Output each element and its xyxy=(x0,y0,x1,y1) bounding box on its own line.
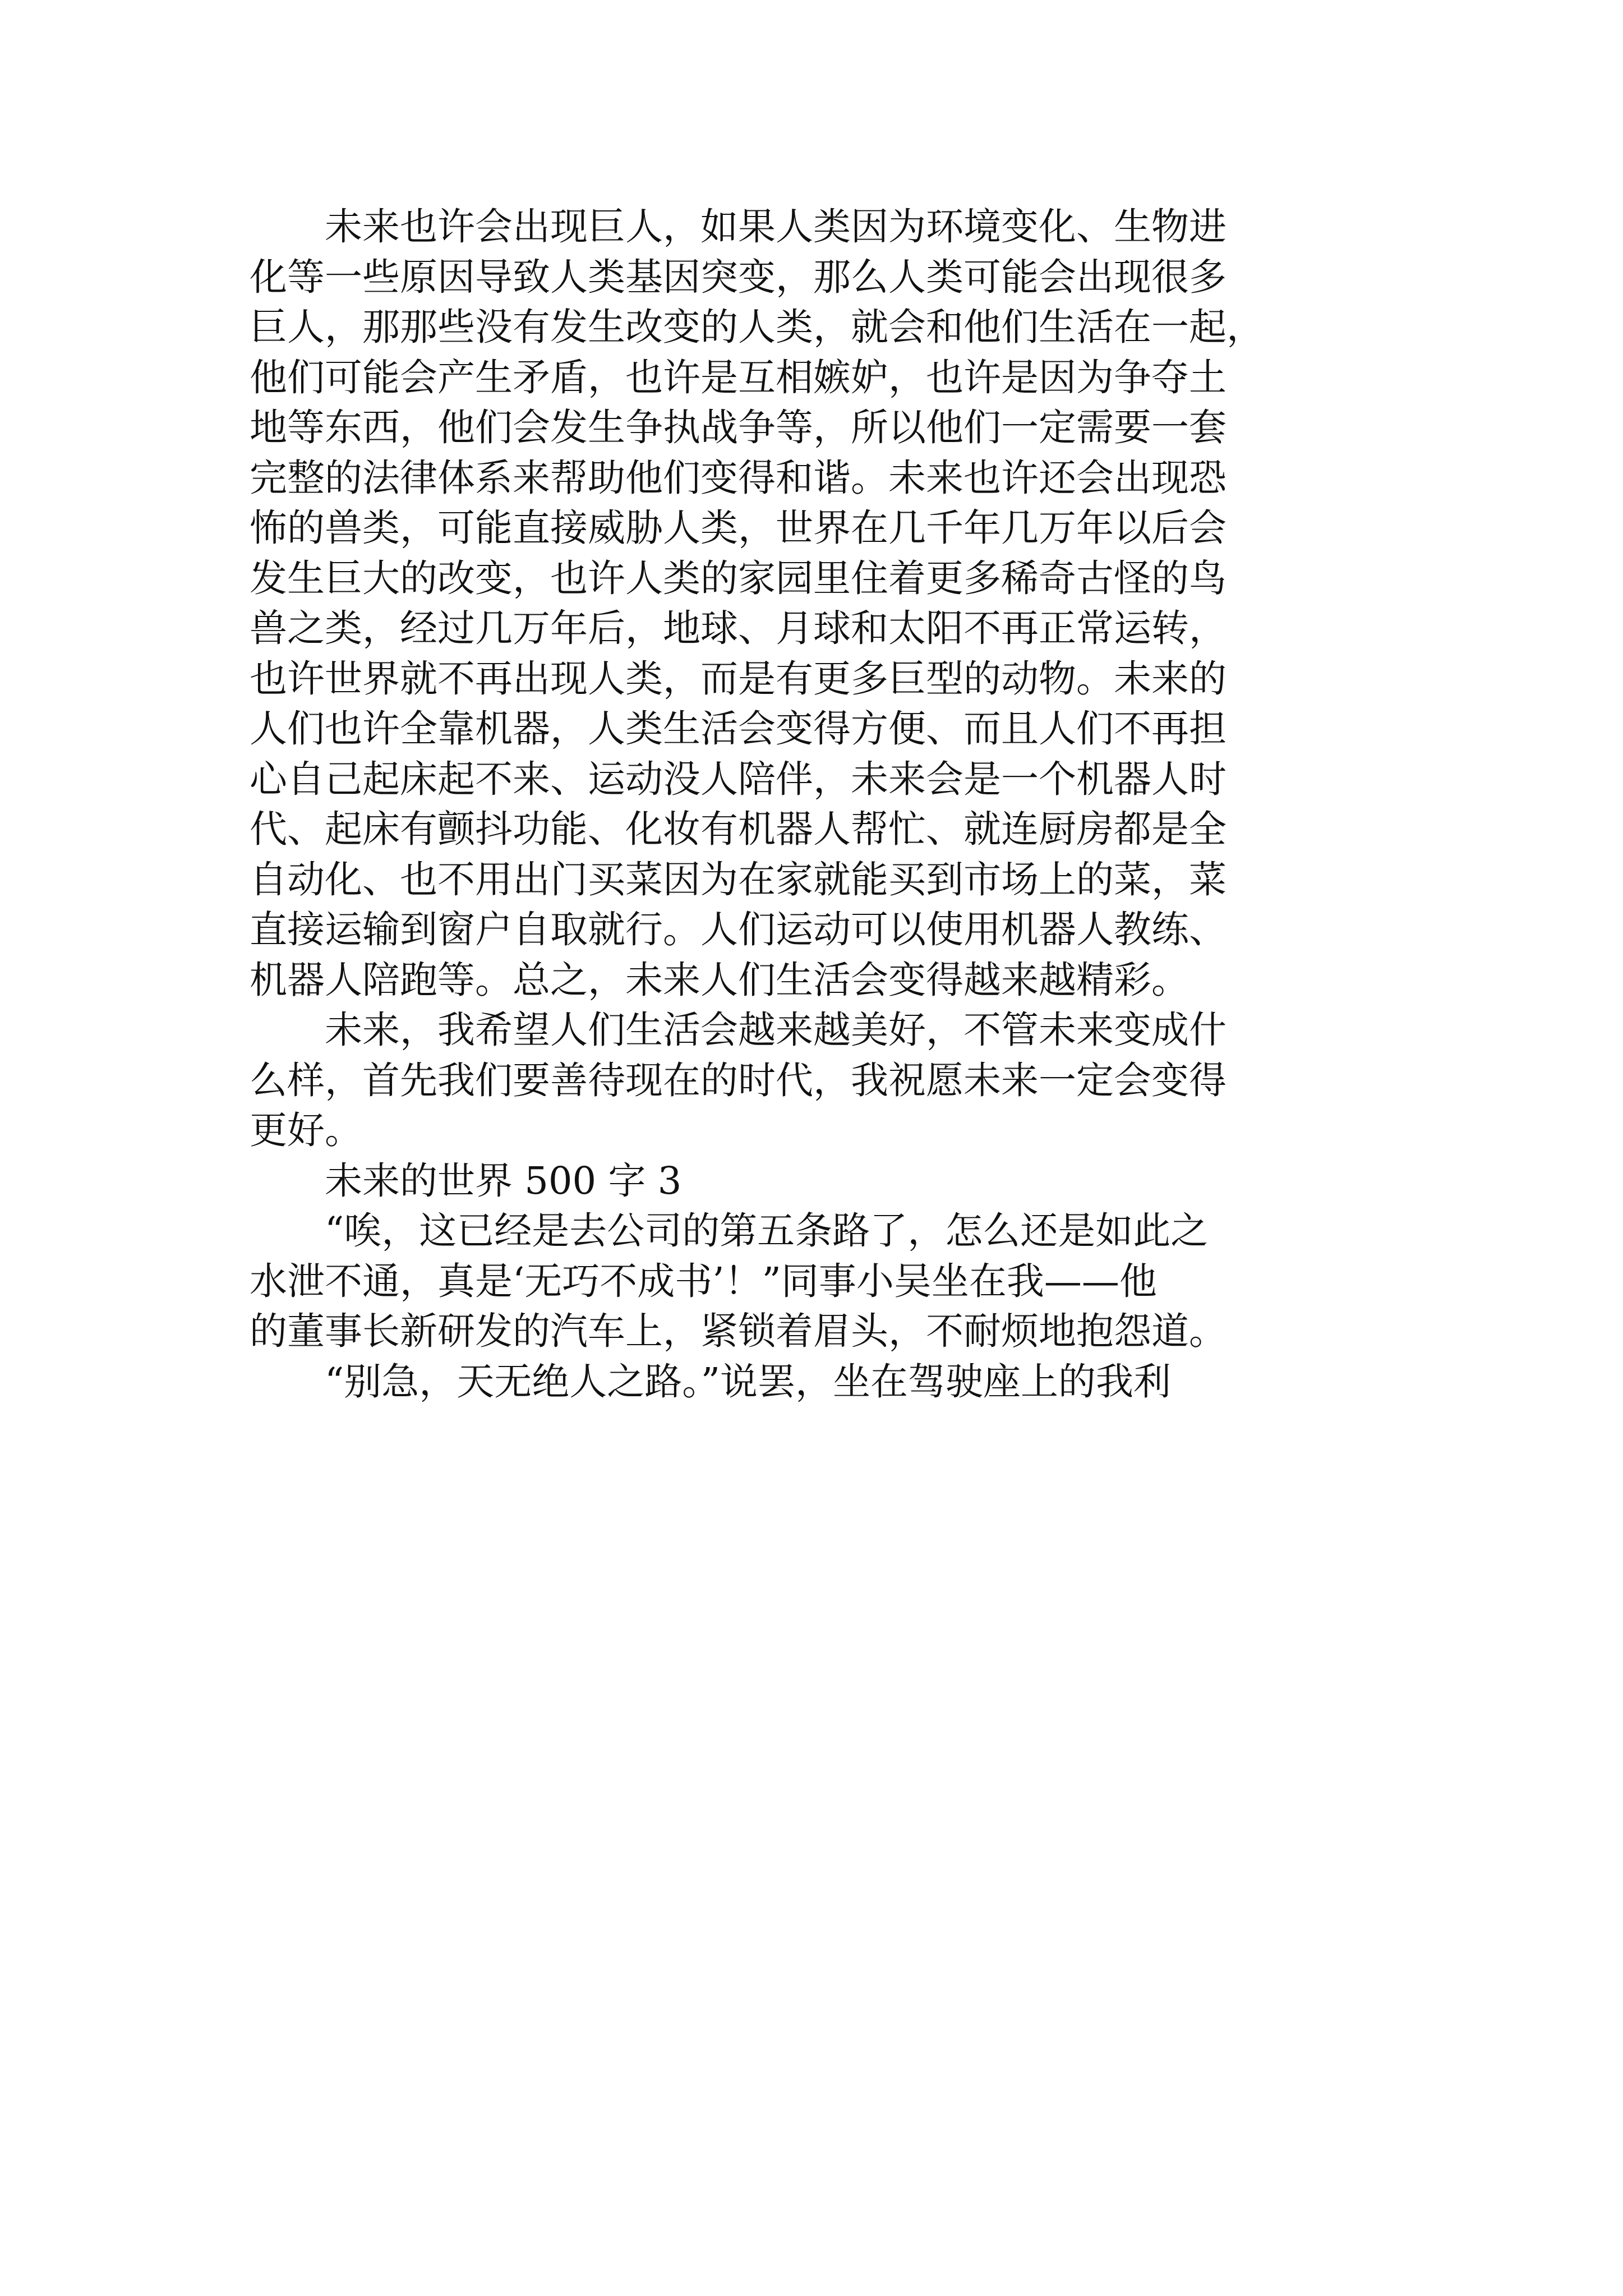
text-line: 发生巨大的改变，也许人类的家园里住着更多稀奇古怪的鸟 xyxy=(250,556,1227,600)
text-line: 人们也许全靠机器，人类生活会变得方便、而且人们不再担 xyxy=(250,707,1227,751)
text-line: 化等一些原因导致人类基因突变，那么人类可能会出现很多 xyxy=(250,255,1227,299)
text-line: “唉，这已经是去公司的第五条路了，怎么还是如此之 xyxy=(250,1209,1209,1253)
text-line: 未来也许会出现巨人，如果人类因为环境变化、生物进 xyxy=(250,205,1227,249)
text-line: “别急，天无绝人之路。”说罢，坐在驾驶座上的我利 xyxy=(250,1359,1172,1404)
text-line: 兽之类，经过几万年后，地球、月球和太阳不再正常运转， xyxy=(250,606,1227,650)
text-line: 他们可能会产生矛盾，也许是互相嫉妒，也许是因为争夺土 xyxy=(250,355,1227,399)
text-line: 巨人，那那些没有发生改变的人类，就会和他们生活在一起， xyxy=(250,305,1264,349)
text-line: 心自己起床起不来、运动没人陪伴，未来会是一个机器人时 xyxy=(250,757,1227,801)
text-line: 未来，我希望人们生活会越来越美好，不管未来变成什 xyxy=(250,1008,1227,1052)
document-body xyxy=(250,202,1377,1407)
section-heading: 未来的世界 500 字 3 xyxy=(250,1158,682,1203)
text-line: 水泄不通，真是‘无巧不成书’！”同事小吴坐在我——他 xyxy=(250,1259,1157,1303)
text-line: 的董事长新研发的汽车上，紧锁着眉头，不耐烦地抱怨道。 xyxy=(250,1309,1227,1353)
text-line: 也许世界就不再出现人类，而是有更多巨型的动物。未来的 xyxy=(250,656,1227,701)
text-line: 么样，首先我们要善待现在的时代，我祝愿未来一定会变得 xyxy=(250,1058,1227,1102)
text-line: 完整的法律体系来帮助他们变得和谐。未来也许还会出现恐 xyxy=(250,455,1227,500)
text-line: 直接运输到窗户自取就行。人们运动可以使用机器人教练、 xyxy=(250,908,1227,951)
text-line: 地等东西，他们会发生争执战争等，所以他们一定需要一套 xyxy=(250,406,1227,449)
text-line: 更好。 xyxy=(250,1108,362,1152)
text-line: 代、起床有颤抖功能、化妆有机器人帮忙、就连厨房都是全 xyxy=(250,807,1227,851)
text-line: 怖的兽类，可能直接威胁人类，世界在几千年几万年以后会 xyxy=(250,506,1227,550)
text-line: 机器人陪跑等。总之，未来人们生活会变得越来越精彩。 xyxy=(250,958,1189,1002)
text-line: 自动化、也不用出门买菜因为在家就能买到市场上的菜，菜 xyxy=(250,857,1227,901)
